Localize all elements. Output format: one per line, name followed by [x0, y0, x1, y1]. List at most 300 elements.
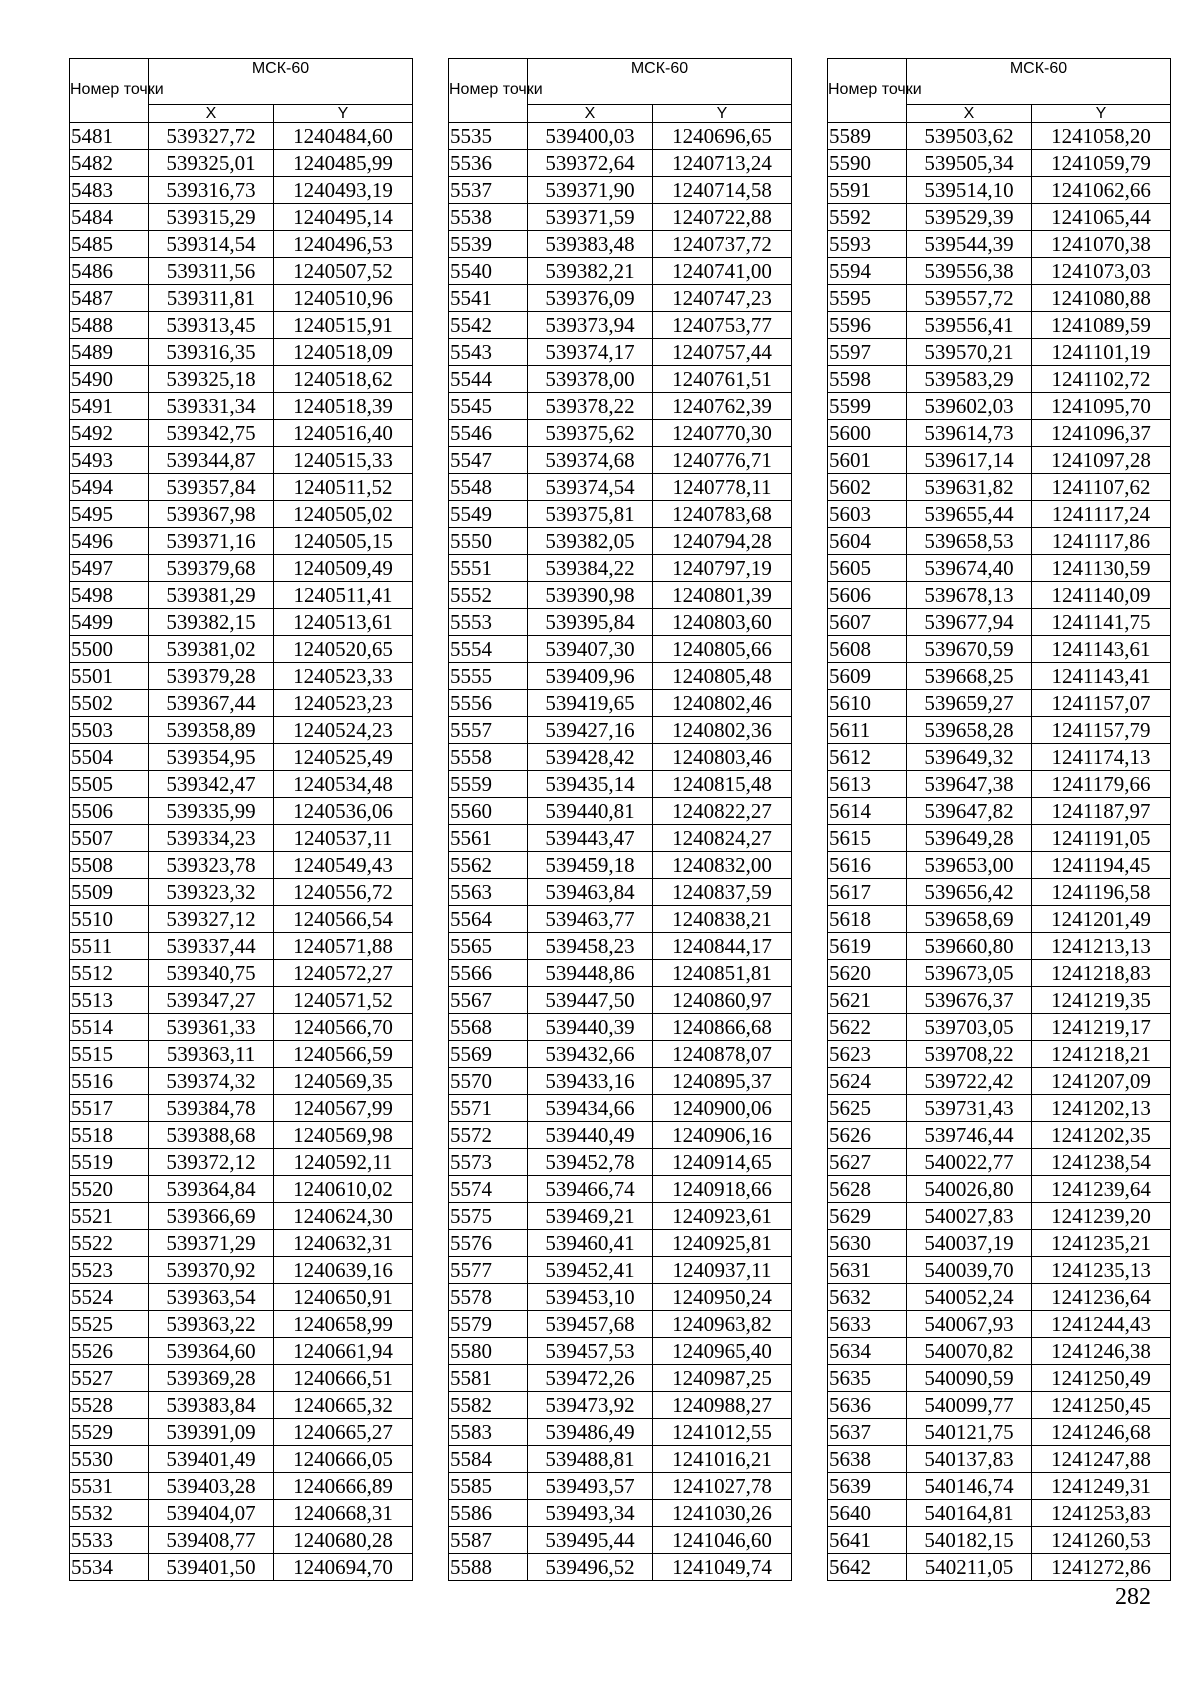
table-row: [70, 1257, 413, 1284]
y-coordinate-cell: 1240592,11: [274, 1149, 413, 1176]
x-coordinate-cell: 539722,42: [907, 1068, 1032, 1095]
point-number-cell: 5618: [828, 906, 907, 933]
table-row: [828, 609, 1171, 636]
point-number-cell: 5493: [70, 447, 149, 474]
y-coordinate-cell: 1241117,86: [1032, 528, 1171, 555]
table-row: [70, 1122, 413, 1149]
x-coordinate-cell: 539372,12: [149, 1149, 274, 1176]
point-number-cell: 5641: [828, 1527, 907, 1554]
y-coordinate-cell: 1240895,37: [653, 1068, 792, 1095]
x-coordinate-cell: 539459,18: [528, 852, 653, 879]
table-row: [449, 906, 792, 933]
x-coordinate-cell: 539529,39: [907, 204, 1032, 231]
point-number-cell: 5495: [70, 501, 149, 528]
x-coordinate-cell: 539375,81: [528, 501, 653, 528]
point-number-cell: 5498: [70, 582, 149, 609]
x-coordinate-cell: 539660,80: [907, 933, 1032, 960]
table-row: [70, 555, 413, 582]
x-coordinate-cell: 539374,68: [528, 447, 653, 474]
point-number-cell: 5483: [70, 177, 149, 204]
x-coordinate-cell: 539655,44: [907, 501, 1032, 528]
table-row: [828, 1554, 1171, 1581]
x-coordinate-cell: 540070,82: [907, 1338, 1032, 1365]
table-row: [70, 501, 413, 528]
y-coordinate-cell: 1240523,23: [274, 690, 413, 717]
table-row: [449, 771, 792, 798]
table-row: [70, 528, 413, 555]
table-row: [449, 1203, 792, 1230]
table-row: [828, 1284, 1171, 1311]
point-number-cell: 5571: [449, 1095, 528, 1122]
table-row: [828, 663, 1171, 690]
point-number-cell: 5595: [828, 285, 907, 312]
table-row: [70, 1554, 413, 1581]
x-coordinate-cell: 539315,29: [149, 204, 274, 231]
point-number-cell: 5584: [449, 1446, 528, 1473]
y-coordinate-cell: 1240496,53: [274, 231, 413, 258]
coordinate-system-header: МСК-60: [149, 59, 413, 105]
x-coordinate-cell: 539435,14: [528, 771, 653, 798]
y-coordinate-cell: 1240666,89: [274, 1473, 413, 1500]
point-number-cell: 5572: [449, 1122, 528, 1149]
table-row: [449, 609, 792, 636]
point-number-cell: 5582: [449, 1392, 528, 1419]
point-number-cell: 5544: [449, 366, 528, 393]
point-number-cell: 5529: [70, 1419, 149, 1446]
point-number-cell: 5499: [70, 609, 149, 636]
y-coordinate-cell: 1241062,66: [1032, 177, 1171, 204]
table-row: [828, 1446, 1171, 1473]
point-number-cell: 5539: [449, 231, 528, 258]
y-coordinate-cell: 1240610,02: [274, 1176, 413, 1203]
x-coordinate-cell: 539374,17: [528, 339, 653, 366]
table-row: [70, 231, 413, 258]
point-number-cell: 5629: [828, 1203, 907, 1230]
x-coordinate-cell: 539337,44: [149, 933, 274, 960]
y-coordinate-cell: 1240906,16: [653, 1122, 792, 1149]
y-coordinate-cell: 1241095,70: [1032, 393, 1171, 420]
y-coordinate-cell: 1240572,27: [274, 960, 413, 987]
x-coordinate-cell: 539488,81: [528, 1446, 653, 1473]
table-row: [70, 1311, 413, 1338]
y-coordinate-cell: 1241244,43: [1032, 1311, 1171, 1338]
table-row: [449, 1149, 792, 1176]
x-coordinate-cell: 540090,59: [907, 1365, 1032, 1392]
point-number-cell: 5604: [828, 528, 907, 555]
x-coordinate-cell: 539557,72: [907, 285, 1032, 312]
y-coordinate-cell: 1240484,60: [274, 123, 413, 150]
point-number-cell: 5502: [70, 690, 149, 717]
point-number-cell: 5552: [449, 582, 528, 609]
table-row: [70, 393, 413, 420]
table-row: [449, 987, 792, 1014]
y-coordinate-cell: 1241187,97: [1032, 798, 1171, 825]
x-coordinate-cell: 539556,41: [907, 312, 1032, 339]
table-row: [828, 1149, 1171, 1176]
table-row: [70, 420, 413, 447]
y-coordinate-cell: 1241143,61: [1032, 636, 1171, 663]
table-row: [70, 987, 413, 1014]
y-coordinate-cell: 1240518,62: [274, 366, 413, 393]
y-coordinate-cell: 1240803,46: [653, 744, 792, 771]
table-row: [828, 312, 1171, 339]
x-coordinate-cell: 539344,87: [149, 447, 274, 474]
table-row: [70, 474, 413, 501]
y-coordinate-cell: 1240805,66: [653, 636, 792, 663]
table-row: [70, 447, 413, 474]
x-coordinate-cell: 539649,28: [907, 825, 1032, 852]
y-coordinate-cell: 1240860,97: [653, 987, 792, 1014]
x-coordinate-cell: 539334,23: [149, 825, 274, 852]
coordinate-system-header: МСК-60: [907, 59, 1171, 105]
x-coordinate-cell: 539658,69: [907, 906, 1032, 933]
point-number-cell: 5628: [828, 1176, 907, 1203]
x-header: X: [528, 105, 653, 123]
y-coordinate-cell: 1241046,60: [653, 1527, 792, 1554]
y-coordinate-cell: 1241157,79: [1032, 717, 1171, 744]
y-coordinate-cell: 1240524,23: [274, 717, 413, 744]
point-number-cell: 5490: [70, 366, 149, 393]
table-row: [828, 1500, 1171, 1527]
x-coordinate-cell: 539331,34: [149, 393, 274, 420]
point-number-cell: 5601: [828, 447, 907, 474]
point-number-cell: 5523: [70, 1257, 149, 1284]
table-row: [828, 717, 1171, 744]
x-coordinate-cell: 539382,05: [528, 528, 653, 555]
y-coordinate-cell: 1240511,52: [274, 474, 413, 501]
y-coordinate-cell: 1240518,39: [274, 393, 413, 420]
point-number-cell: 5563: [449, 879, 528, 906]
point-number-cell: 5640: [828, 1500, 907, 1527]
point-number-cell: 5632: [828, 1284, 907, 1311]
point-number-cell: 5633: [828, 1311, 907, 1338]
point-number-cell: 5500: [70, 636, 149, 663]
point-number-cell: 5622: [828, 1014, 907, 1041]
y-coordinate-cell: 1240878,07: [653, 1041, 792, 1068]
y-header: Y: [274, 105, 413, 123]
y-coordinate-cell: 1240639,16: [274, 1257, 413, 1284]
point-number-cell: 5610: [828, 690, 907, 717]
point-number-cell: 5608: [828, 636, 907, 663]
y-coordinate-cell: 1240515,91: [274, 312, 413, 339]
point-number-cell: 5532: [70, 1500, 149, 1527]
y-header: Y: [653, 105, 792, 123]
table-row: [828, 474, 1171, 501]
y-coordinate-cell: 1241218,83: [1032, 960, 1171, 987]
x-coordinate-cell: 539496,52: [528, 1554, 653, 1581]
y-coordinate-cell: 1240513,61: [274, 609, 413, 636]
table-row: [828, 1122, 1171, 1149]
table-row: [449, 1311, 792, 1338]
y-coordinate-cell: 1240794,28: [653, 528, 792, 555]
table-row: [449, 582, 792, 609]
x-coordinate-cell: 539472,26: [528, 1365, 653, 1392]
point-number-cell: 5613: [828, 771, 907, 798]
point-number-cell: 5569: [449, 1041, 528, 1068]
point-number-cell: 5527: [70, 1365, 149, 1392]
x-coordinate-cell: 539466,74: [528, 1176, 653, 1203]
x-coordinate-cell: 539342,75: [149, 420, 274, 447]
point-number-cell: 5494: [70, 474, 149, 501]
table-row: [70, 366, 413, 393]
y-coordinate-cell: 1241030,26: [653, 1500, 792, 1527]
page-number: 282: [1115, 1584, 1151, 1610]
y-coordinate-cell: 1241260,53: [1032, 1527, 1171, 1554]
table-row: [828, 1392, 1171, 1419]
y-coordinate-cell: 1241089,59: [1032, 312, 1171, 339]
table-row: [828, 258, 1171, 285]
point-number-cell: 5634: [828, 1338, 907, 1365]
table-row: [449, 447, 792, 474]
x-coordinate-cell: 539361,33: [149, 1014, 274, 1041]
point-number-cell: 5589: [828, 123, 907, 150]
table-row: [70, 1068, 413, 1095]
table-row: [828, 1068, 1171, 1095]
y-coordinate-cell: 1240537,11: [274, 825, 413, 852]
table-row: [449, 1122, 792, 1149]
y-coordinate-cell: 1241096,37: [1032, 420, 1171, 447]
table-row: [828, 1473, 1171, 1500]
point-number-cell: 5506: [70, 798, 149, 825]
y-coordinate-cell: 1240776,71: [653, 447, 792, 474]
table-row: [70, 1149, 413, 1176]
y-coordinate-cell: 1240624,30: [274, 1203, 413, 1230]
point-number-cell: 5496: [70, 528, 149, 555]
x-coordinate-cell: 539448,86: [528, 960, 653, 987]
table-row: [828, 1365, 1171, 1392]
y-coordinate-cell: 1240495,14: [274, 204, 413, 231]
x-coordinate-cell: 539371,59: [528, 204, 653, 231]
table-row: [70, 258, 413, 285]
table-row: [828, 150, 1171, 177]
point-number-cell: 5576: [449, 1230, 528, 1257]
x-coordinate-cell: 539370,92: [149, 1257, 274, 1284]
point-number-cell: 5514: [70, 1014, 149, 1041]
point-number-cell: 5540: [449, 258, 528, 285]
table-row: [449, 1392, 792, 1419]
point-number-cell: 5574: [449, 1176, 528, 1203]
point-number-cell: 5548: [449, 474, 528, 501]
y-coordinate-cell: 1240900,06: [653, 1095, 792, 1122]
point-number-cell: 5614: [828, 798, 907, 825]
point-number-cell: 5570: [449, 1068, 528, 1095]
x-coordinate-cell: 539434,66: [528, 1095, 653, 1122]
point-number-cell: 5492: [70, 420, 149, 447]
table-row: [449, 366, 792, 393]
x-coordinate-cell: 539647,82: [907, 798, 1032, 825]
point-number-cell: 5512: [70, 960, 149, 987]
point-number-cell: 5508: [70, 852, 149, 879]
y-coordinate-cell: 1240680,28: [274, 1527, 413, 1554]
table-row: [70, 690, 413, 717]
y-coordinate-cell: 1241141,75: [1032, 609, 1171, 636]
x-coordinate-cell: 539374,32: [149, 1068, 274, 1095]
table-row: [828, 1230, 1171, 1257]
y-coordinate-cell: 1241272,86: [1032, 1554, 1171, 1581]
point-number-cell: 5557: [449, 717, 528, 744]
x-coordinate-cell: 539670,59: [907, 636, 1032, 663]
y-coordinate-cell: 1241218,21: [1032, 1041, 1171, 1068]
y-coordinate-cell: 1240525,49: [274, 744, 413, 771]
table-row: [828, 960, 1171, 987]
y-coordinate-cell: 1240694,70: [274, 1554, 413, 1581]
point-number-header: Номер точки: [70, 59, 149, 123]
table-row: [828, 879, 1171, 906]
x-coordinate-cell: 539357,84: [149, 474, 274, 501]
y-coordinate-cell: 1240520,65: [274, 636, 413, 663]
x-coordinate-cell: 540039,70: [907, 1257, 1032, 1284]
point-number-cell: 5585: [449, 1473, 528, 1500]
y-coordinate-cell: 1241246,38: [1032, 1338, 1171, 1365]
table-body: [449, 123, 792, 1581]
y-coordinate-cell: 1241239,20: [1032, 1203, 1171, 1230]
point-number-cell: 5505: [70, 771, 149, 798]
point-number-cell: 5504: [70, 744, 149, 771]
y-coordinate-cell: 1240505,02: [274, 501, 413, 528]
x-coordinate-cell: 539428,42: [528, 744, 653, 771]
point-number-cell: 5607: [828, 609, 907, 636]
coordinates-table-3: [827, 58, 1171, 1581]
table-row: [828, 123, 1171, 150]
table-row: [449, 177, 792, 204]
y-coordinate-cell: 1241238,54: [1032, 1149, 1171, 1176]
x-coordinate-cell: 539400,03: [528, 123, 653, 150]
point-number-cell: 5536: [449, 150, 528, 177]
x-coordinate-cell: 539371,29: [149, 1230, 274, 1257]
y-coordinate-cell: 1240987,25: [653, 1365, 792, 1392]
point-number-cell: 5551: [449, 555, 528, 582]
point-number-cell: 5596: [828, 312, 907, 339]
table-row: [828, 393, 1171, 420]
y-coordinate-cell: 1240815,48: [653, 771, 792, 798]
point-number-cell: 5525: [70, 1311, 149, 1338]
coordinate-system-header: МСК-60: [528, 59, 792, 105]
point-number-cell: 5583: [449, 1419, 528, 1446]
table-row: [70, 1392, 413, 1419]
y-coordinate-cell: 1240918,66: [653, 1176, 792, 1203]
point-number-cell: 5513: [70, 987, 149, 1014]
x-coordinate-cell: 539340,75: [149, 960, 274, 987]
x-coordinate-cell: 539602,03: [907, 393, 1032, 420]
point-number-cell: 5487: [70, 285, 149, 312]
table-row: [449, 501, 792, 528]
y-coordinate-cell: 1241073,03: [1032, 258, 1171, 285]
x-coordinate-cell: 539311,56: [149, 258, 274, 285]
x-coordinate-cell: 539708,22: [907, 1041, 1032, 1068]
point-number-cell: 5565: [449, 933, 528, 960]
point-number-cell: 5507: [70, 825, 149, 852]
table-row: [449, 1419, 792, 1446]
y-coordinate-cell: 1240713,24: [653, 150, 792, 177]
table-row: [449, 528, 792, 555]
x-coordinate-cell: 539668,25: [907, 663, 1032, 690]
point-number-cell: 5598: [828, 366, 907, 393]
point-number-cell: 5568: [449, 1014, 528, 1041]
point-number-cell: 5519: [70, 1149, 149, 1176]
x-coordinate-cell: 539544,39: [907, 231, 1032, 258]
x-coordinate-cell: 539432,66: [528, 1041, 653, 1068]
y-coordinate-cell: 1241016,21: [653, 1446, 792, 1473]
table-body: [70, 123, 413, 1581]
x-coordinate-cell: 539746,44: [907, 1122, 1032, 1149]
point-number-cell: 5630: [828, 1230, 907, 1257]
point-number-cell: 5562: [449, 852, 528, 879]
y-coordinate-cell: 1240493,19: [274, 177, 413, 204]
table-row: [70, 123, 413, 150]
y-coordinate-cell: 1241049,74: [653, 1554, 792, 1581]
table-row: [828, 366, 1171, 393]
point-number-cell: 5484: [70, 204, 149, 231]
y-coordinate-cell: 1240963,82: [653, 1311, 792, 1338]
table-row: [828, 1176, 1171, 1203]
table-row: [70, 717, 413, 744]
y-coordinate-cell: 1241117,24: [1032, 501, 1171, 528]
table-row: [449, 1257, 792, 1284]
table-row: [828, 1041, 1171, 1068]
y-coordinate-cell: 1240509,49: [274, 555, 413, 582]
x-coordinate-cell: 539458,23: [528, 933, 653, 960]
y-coordinate-cell: 1240923,61: [653, 1203, 792, 1230]
point-number-cell: 5577: [449, 1257, 528, 1284]
table-row: [828, 528, 1171, 555]
point-number-cell: 5566: [449, 960, 528, 987]
point-number-cell: 5636: [828, 1392, 907, 1419]
point-number-cell: 5638: [828, 1446, 907, 1473]
point-number-cell: 5526: [70, 1338, 149, 1365]
x-coordinate-cell: 539493,34: [528, 1500, 653, 1527]
point-number-cell: 5602: [828, 474, 907, 501]
x-coordinate-cell: 539379,68: [149, 555, 274, 582]
y-coordinate-cell: 1241143,41: [1032, 663, 1171, 690]
x-coordinate-cell: 540022,77: [907, 1149, 1032, 1176]
x-coordinate-cell: 540067,93: [907, 1311, 1032, 1338]
x-coordinate-cell: 539452,41: [528, 1257, 653, 1284]
table-row: [70, 933, 413, 960]
x-coordinate-cell: 539408,77: [149, 1527, 274, 1554]
table-row: [828, 339, 1171, 366]
y-coordinate-cell: 1240741,00: [653, 258, 792, 285]
y-coordinate-cell: 1241201,49: [1032, 906, 1171, 933]
table-row: [449, 1365, 792, 1392]
point-number-cell: 5542: [449, 312, 528, 339]
point-number-cell: 5491: [70, 393, 149, 420]
y-coordinate-cell: 1240757,44: [653, 339, 792, 366]
point-number-cell: 5590: [828, 150, 907, 177]
y-coordinate-cell: 1240866,68: [653, 1014, 792, 1041]
table-row: [449, 312, 792, 339]
table-row: [828, 1014, 1171, 1041]
point-number-cell: 5600: [828, 420, 907, 447]
point-number-cell: 5619: [828, 933, 907, 960]
y-coordinate-cell: 1240737,72: [653, 231, 792, 258]
point-number-cell: 5603: [828, 501, 907, 528]
point-number-cell: 5520: [70, 1176, 149, 1203]
y-coordinate-cell: 1240566,54: [274, 906, 413, 933]
table-row: [449, 1446, 792, 1473]
y-coordinate-cell: 1241235,13: [1032, 1257, 1171, 1284]
y-coordinate-cell: 1240534,48: [274, 771, 413, 798]
table-row: [828, 420, 1171, 447]
y-coordinate-cell: 1240822,27: [653, 798, 792, 825]
point-number-cell: 5623: [828, 1041, 907, 1068]
point-number-cell: 5503: [70, 717, 149, 744]
x-coordinate-cell: 539316,35: [149, 339, 274, 366]
point-number-cell: 5575: [449, 1203, 528, 1230]
y-coordinate-cell: 1241080,88: [1032, 285, 1171, 312]
x-coordinate-cell: 539433,16: [528, 1068, 653, 1095]
x-coordinate-cell: 539486,49: [528, 1419, 653, 1446]
point-number-cell: 5564: [449, 906, 528, 933]
